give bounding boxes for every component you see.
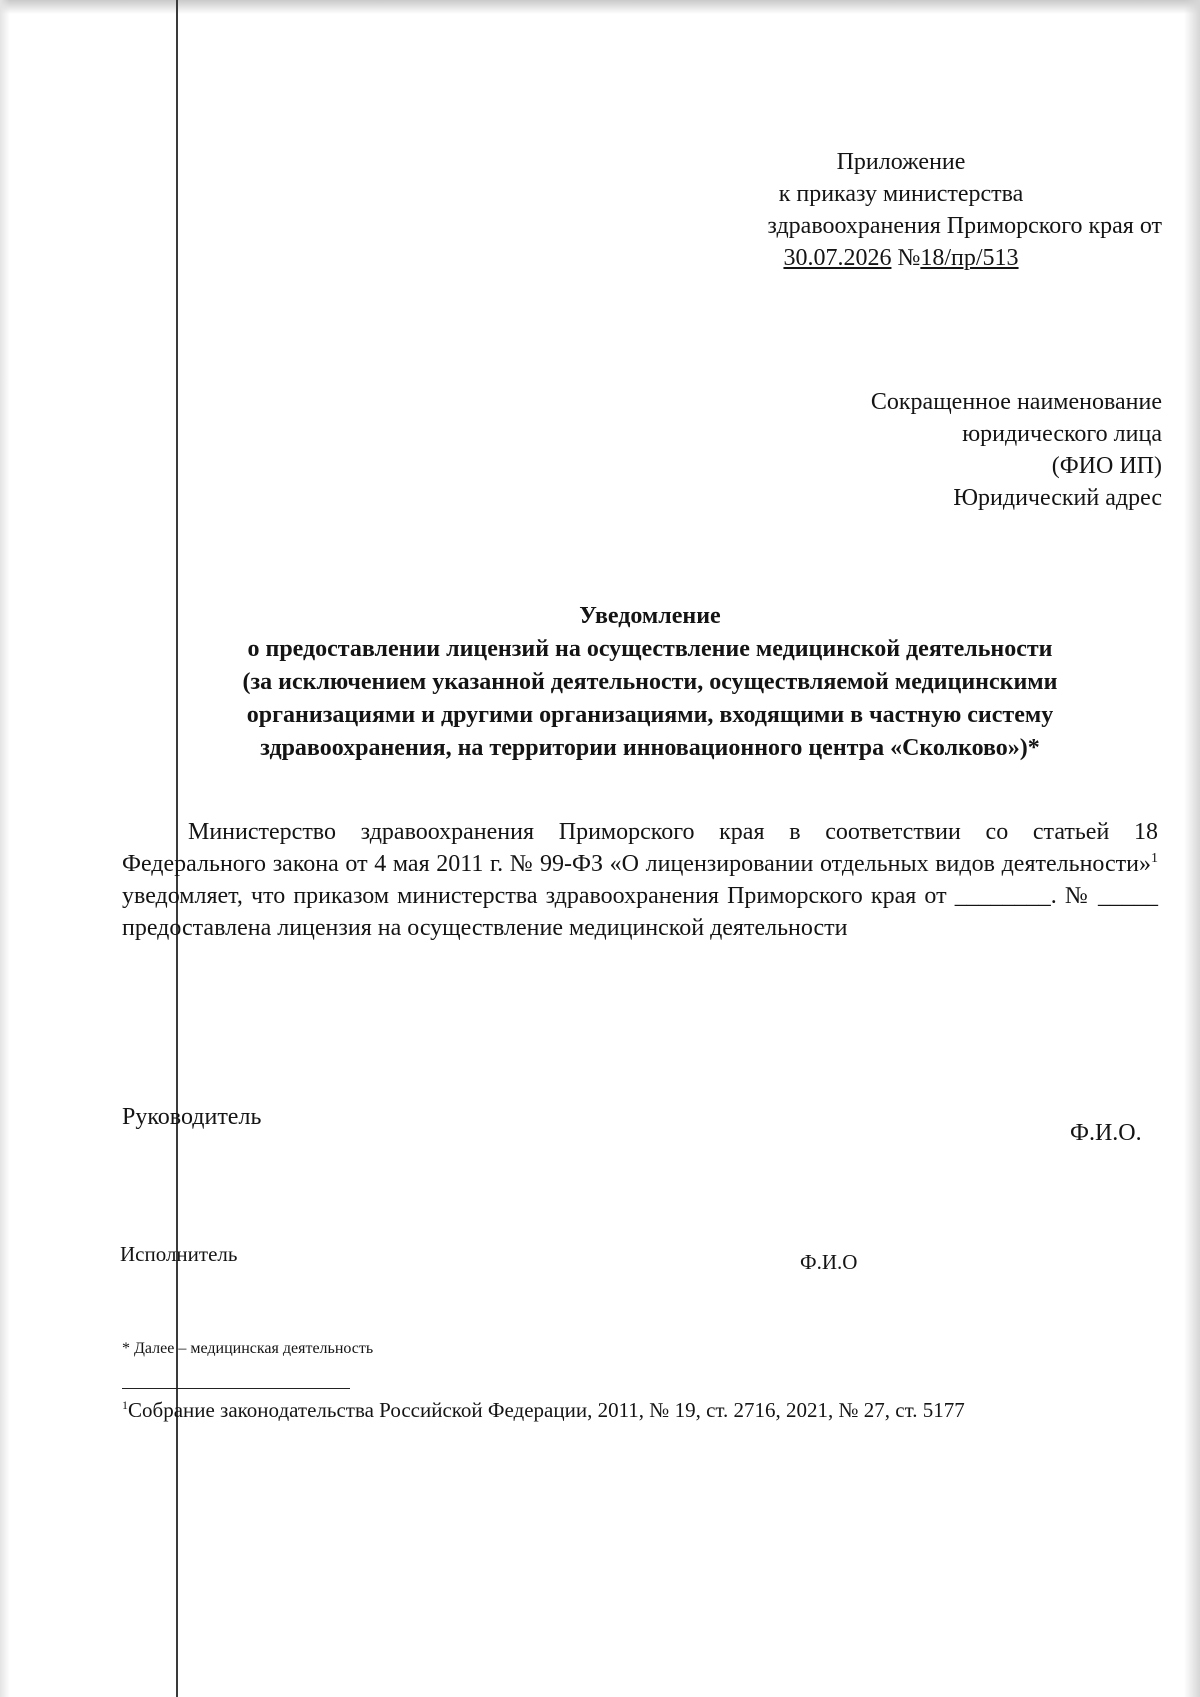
footnote-1-text: Собрание законодательства Российской Федерации, 2011, № 19, ст. 2716, 2021, № 27, ст. 5177 bbox=[128, 1398, 965, 1422]
body-text-part-2: уведомляет, что приказом министерства здравоохранения Приморского края от ________. № _____ предоставлена лицензия на осуществление медицинской деятельности bbox=[122, 883, 1158, 941]
footnote-ref-1: 1 bbox=[1151, 851, 1158, 866]
body-text-part-1: Министерство здравоохранения Приморского края в соответствии со статьей 18 Федерального закона от 4 мая 2011 г. № 99-ФЗ «О лицензировании отдельных видов деятельности» bbox=[122, 819, 1158, 877]
appendix-number: 18/пр/513 bbox=[920, 245, 1019, 271]
appendix-block bbox=[640, 146, 1162, 274]
scan-shadow-left bbox=[0, 0, 10, 1697]
head-label: Руководитель bbox=[122, 1104, 262, 1130]
notice-heading: Уведомление bbox=[579, 603, 721, 629]
notice-subject-line-4: здравоохранения, на территории инновационного центра «Сколково»)* bbox=[260, 735, 1040, 761]
scan-shadow-right bbox=[1184, 0, 1200, 1697]
notice-subject-line-2: (за исключением указанной деятельности, осуществляемой медицинскими bbox=[242, 669, 1058, 695]
appendix-title: Приложение bbox=[836, 149, 966, 175]
recipient-short-name: Сокращенное наименование bbox=[870, 389, 1162, 415]
appendix-number-sign: № bbox=[897, 245, 921, 271]
notice-subject-line-1: о предоставлении лицензий на осуществление медицинской деятельности bbox=[247, 636, 1053, 662]
scan-shadow-top bbox=[0, 0, 1200, 14]
notice-subject-line-3: организациями и другими организациями, входящими в частную систему bbox=[246, 702, 1054, 728]
head-name: Ф.И.О. bbox=[1070, 1120, 1142, 1146]
recipient-fio: (ФИО ИП) bbox=[1051, 453, 1162, 479]
recipient-address: Юридический адрес bbox=[953, 485, 1162, 511]
executor-label: Исполнитель bbox=[120, 1242, 238, 1266]
footnote-1 bbox=[122, 1398, 965, 1423]
executor-name: Ф.И.О bbox=[800, 1250, 858, 1274]
appendix-date-number bbox=[640, 242, 1162, 274]
appendix-ministry: здравоохранения Приморского края от bbox=[767, 213, 1162, 239]
notice-title-block bbox=[150, 600, 1150, 765]
footnote-1-mark: 1 bbox=[122, 1398, 128, 1412]
recipient-entity: юридического лица bbox=[962, 421, 1162, 447]
appendix-order-ref: к приказу министерства bbox=[778, 181, 1024, 207]
footnote-divider bbox=[122, 1388, 350, 1389]
footnote-star: * Далее – медицинская деятельность bbox=[122, 1340, 374, 1357]
recipient-block bbox=[700, 386, 1162, 514]
notice-body-paragraph bbox=[122, 816, 1158, 944]
appendix-date: 30.07.2026 bbox=[783, 245, 892, 271]
